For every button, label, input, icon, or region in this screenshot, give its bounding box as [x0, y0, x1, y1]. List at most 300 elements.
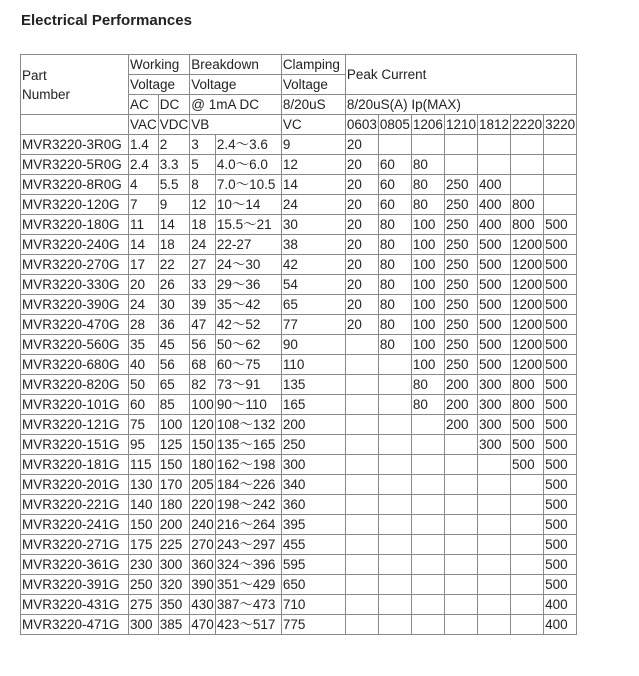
part-number-cell: MVR3220-8R0G — [21, 175, 129, 195]
vac-cell: 14 — [129, 235, 159, 255]
vdc-cell: 5.5 — [158, 175, 190, 195]
ip-1206-cell: 80 — [411, 155, 444, 175]
ip-1210-cell: 250 — [444, 315, 477, 335]
vb-range-cell: 22-27 — [215, 235, 281, 255]
vac-header: VAC — [129, 115, 159, 135]
vb-cell: 120 — [190, 415, 216, 435]
vc-cell: 250 — [281, 435, 345, 455]
table-row — [21, 255, 577, 275]
ip-0805-cell — [378, 455, 411, 475]
vdc-cell: 26 — [158, 275, 190, 295]
part-number-cell: MVR3220-471G — [21, 615, 129, 635]
vdc-cell: 180 — [158, 495, 190, 515]
ip-1812-cell: 300 — [478, 435, 511, 455]
vc-cell: 65 — [281, 295, 345, 315]
ip-1812-cell: 500 — [478, 275, 511, 295]
ip-3220-cell — [544, 155, 577, 175]
ip-2220-cell: 1200 — [511, 255, 544, 275]
vb-cell: 150 — [190, 435, 216, 455]
vc-cell: 77 — [281, 315, 345, 335]
vac-cell: 95 — [129, 435, 159, 455]
ip-1206-cell — [411, 435, 444, 455]
ip-2220-cell — [511, 535, 544, 555]
vb-range-cell: 108～132 — [215, 415, 281, 435]
table-row — [21, 195, 577, 215]
vac-cell: 230 — [129, 555, 159, 575]
ip-1206-cell: 100 — [411, 215, 444, 235]
ip-0603-cell: 20 — [345, 215, 378, 235]
ip-3220-cell: 500 — [544, 495, 577, 515]
ip-1812-cell — [478, 615, 511, 635]
vb-range-cell: 50～62 — [215, 335, 281, 355]
table-row — [21, 215, 577, 235]
ip-1812-cell: 400 — [478, 215, 511, 235]
ip-0805-cell — [378, 535, 411, 555]
vb-cell: 100 — [190, 395, 216, 415]
vc-cell: 135 — [281, 375, 345, 395]
vdc-cell: 150 — [158, 455, 190, 475]
vb-header: VB — [190, 115, 282, 135]
ip-1812-cell: 400 — [478, 195, 511, 215]
ip-2220-cell — [511, 475, 544, 495]
vac-cell: 60 — [129, 395, 159, 415]
ip-3220-cell: 500 — [544, 275, 577, 295]
ip-1206-cell: 80 — [411, 195, 444, 215]
vb-range-cell: 216～264 — [215, 515, 281, 535]
ip-1206-cell: 80 — [411, 375, 444, 395]
vdc-cell: 200 — [158, 515, 190, 535]
ip-0805-cell: 80 — [378, 215, 411, 235]
ip-0805-cell — [378, 475, 411, 495]
table-row — [21, 135, 577, 155]
ip-0805-cell — [378, 415, 411, 435]
vc-cell: 30 — [281, 215, 345, 235]
breakdown-header: Breakdown — [190, 55, 282, 75]
vdc-cell: 385 — [158, 615, 190, 635]
ip-3220-cell: 500 — [544, 415, 577, 435]
ip-1812-cell — [478, 535, 511, 555]
ip-0805-cell — [378, 355, 411, 375]
vb-cell: 5 — [190, 155, 216, 175]
vc-header: VC — [281, 115, 345, 135]
ip-0805-cell: 80 — [378, 255, 411, 275]
ip-0603-cell — [345, 475, 378, 495]
ip-1206-cell — [411, 595, 444, 615]
at-1ma-dc-header: @ 1mA DC — [190, 95, 282, 115]
ip-0603-cell: 20 — [345, 315, 378, 335]
ip-1812-cell — [478, 575, 511, 595]
ip-1206-cell — [411, 615, 444, 635]
vac-cell: 300 — [129, 615, 159, 635]
table-row — [21, 275, 577, 295]
ip-0805-cell — [378, 135, 411, 155]
ip-1206-cell: 100 — [411, 275, 444, 295]
ip-1206-cell: 100 — [411, 295, 444, 315]
ip-0805-cell — [378, 555, 411, 575]
size-header-1812: 1812 — [478, 115, 511, 135]
ip-1206-cell: 100 — [411, 255, 444, 275]
table-row — [21, 615, 577, 635]
part-number-cell: MVR3220-3R0G — [21, 135, 129, 155]
ip-0603-cell: 20 — [345, 235, 378, 255]
table-row — [21, 175, 577, 195]
part-number-cell: MVR3220-180G — [21, 215, 129, 235]
ip-1812-cell: 500 — [478, 235, 511, 255]
vac-cell: 250 — [129, 575, 159, 595]
table-row — [21, 575, 577, 595]
vc-cell: 595 — [281, 555, 345, 575]
vb-range-cell: 351～429 — [215, 575, 281, 595]
vdc-cell: 300 — [158, 555, 190, 575]
table-row — [21, 155, 577, 175]
ip-2220-cell — [511, 515, 544, 535]
ip-1206-cell — [411, 575, 444, 595]
table-row — [21, 415, 577, 435]
ip-0805-cell — [378, 435, 411, 455]
ip-1210-cell — [444, 135, 477, 155]
table-row — [21, 395, 577, 415]
ip-3220-cell: 500 — [544, 255, 577, 275]
ip-2220-cell — [511, 595, 544, 615]
part-number-cell: MVR3220-820G — [21, 375, 129, 395]
size-header-3220: 3220 — [544, 115, 577, 135]
ip-2220-cell: 1200 — [511, 335, 544, 355]
ip-0603-cell — [345, 375, 378, 395]
ip-0603-cell — [345, 515, 378, 535]
ip-1210-cell — [444, 555, 477, 575]
ip-1210-cell — [444, 155, 477, 175]
ip-0805-cell: 80 — [378, 335, 411, 355]
part-number-cell: MVR3220-271G — [21, 535, 129, 555]
vb-cell: 470 — [190, 615, 216, 635]
ip-0805-cell: 80 — [378, 235, 411, 255]
ip-0603-cell — [345, 435, 378, 455]
table-row — [21, 535, 577, 555]
size-header-0603: 0603 — [345, 115, 378, 135]
ip-1812-cell: 300 — [478, 375, 511, 395]
vdc-cell: 350 — [158, 595, 190, 615]
part-number-cell: MVR3220-201G — [21, 475, 129, 495]
ip-0805-cell — [378, 615, 411, 635]
ip-3220-cell — [544, 195, 577, 215]
vac-cell: 1.4 — [129, 135, 159, 155]
vdc-cell: 320 — [158, 575, 190, 595]
vb-cell: 56 — [190, 335, 216, 355]
part-number-header: Part Number — [21, 55, 129, 115]
vb-range-cell: 243～297 — [215, 535, 281, 555]
ip-3220-cell — [544, 135, 577, 155]
ac-header: AC — [129, 95, 159, 115]
ip-1206-cell — [411, 415, 444, 435]
table-row — [21, 595, 577, 615]
vb-range-cell: 60～75 — [215, 355, 281, 375]
ip-1206-cell — [411, 135, 444, 155]
vac-cell: 130 — [129, 475, 159, 495]
vdc-cell: 3.3 — [158, 155, 190, 175]
ip-3220-cell: 500 — [544, 575, 577, 595]
vdc-cell: 100 — [158, 415, 190, 435]
vdc-cell: 45 — [158, 335, 190, 355]
ip-1812-cell: 300 — [478, 395, 511, 415]
ip-0603-cell — [345, 415, 378, 435]
ip-1210-cell: 200 — [444, 375, 477, 395]
part-number-cell: MVR3220-221G — [21, 495, 129, 515]
vc-cell: 395 — [281, 515, 345, 535]
vb-cell: 240 — [190, 515, 216, 535]
vdc-cell: 125 — [158, 435, 190, 455]
part-number-cell: MVR3220-680G — [21, 355, 129, 375]
vc-cell: 165 — [281, 395, 345, 415]
ip-0805-cell — [378, 375, 411, 395]
size-header-1210: 1210 — [444, 115, 477, 135]
ip-1206-cell: 100 — [411, 335, 444, 355]
ip-1210-cell: 250 — [444, 215, 477, 235]
ip-2220-cell: 1200 — [511, 315, 544, 335]
ip-3220-cell: 500 — [544, 395, 577, 415]
vdc-cell: 56 — [158, 355, 190, 375]
ip-0603-cell — [345, 395, 378, 415]
vb-cell: 24 — [190, 235, 216, 255]
working-header: Working — [129, 55, 190, 75]
ip-2220-cell: 800 — [511, 215, 544, 235]
ip-1210-cell — [444, 495, 477, 515]
ip-3220-cell: 400 — [544, 615, 577, 635]
ip-0603-cell — [345, 615, 378, 635]
ip-0603-cell: 20 — [345, 135, 378, 155]
ip-0603-cell — [345, 335, 378, 355]
ip-3220-cell: 500 — [544, 235, 577, 255]
ip-0603-cell: 20 — [345, 295, 378, 315]
vc-cell: 38 — [281, 235, 345, 255]
ip-2220-cell: 1200 — [511, 295, 544, 315]
peak-current-header: Peak Current — [345, 55, 576, 95]
ip-0603-cell — [345, 595, 378, 615]
ip-0805-cell — [378, 515, 411, 535]
ip-2220-cell: 500 — [511, 415, 544, 435]
part-number-cell: MVR3220-101G — [21, 395, 129, 415]
table-row — [21, 235, 577, 255]
ip-0603-cell — [345, 455, 378, 475]
vb-cell: 205 — [190, 475, 216, 495]
part-number-cell: MVR3220-121G — [21, 415, 129, 435]
ip-1812-cell — [478, 555, 511, 575]
ip-2220-cell — [511, 175, 544, 195]
ip-1210-cell — [444, 535, 477, 555]
ip-1210-cell — [444, 575, 477, 595]
ip-2220-cell: 500 — [511, 435, 544, 455]
vb-cell: 270 — [190, 535, 216, 555]
vb-range-cell: 2.4～3.6 — [215, 135, 281, 155]
working-voltage-header: Voltage — [129, 75, 190, 95]
part-number-cell: MVR3220-470G — [21, 315, 129, 335]
ip-1210-cell — [444, 595, 477, 615]
part-number-cell: MVR3220-181G — [21, 455, 129, 475]
ip-1812-cell — [478, 595, 511, 615]
part-number-cell: MVR3220-330G — [21, 275, 129, 295]
clamping-voltage-header: Voltage — [281, 75, 345, 95]
vb-range-cell: 324～396 — [215, 555, 281, 575]
vac-cell: 17 — [129, 255, 159, 275]
ip-1210-cell: 250 — [444, 355, 477, 375]
vc-cell: 14 — [281, 175, 345, 195]
ip-1210-cell: 250 — [444, 275, 477, 295]
vb-cell: 220 — [190, 495, 216, 515]
ip-2220-cell: 1200 — [511, 275, 544, 295]
vb-cell: 12 — [190, 195, 216, 215]
ip-3220-cell: 500 — [544, 315, 577, 335]
vb-cell: 390 — [190, 575, 216, 595]
vdc-cell: 22 — [158, 255, 190, 275]
ip-0603-cell: 20 — [345, 175, 378, 195]
ip-1812-cell — [478, 515, 511, 535]
ip-3220-cell: 500 — [544, 375, 577, 395]
ip-2220-cell — [511, 495, 544, 515]
vdc-cell: 36 — [158, 315, 190, 335]
clamping-header: Clamping — [281, 55, 345, 75]
vb-cell: 8 — [190, 175, 216, 195]
part-number-cell: MVR3220-240G — [21, 235, 129, 255]
part-number-cell: MVR3220-560G — [21, 335, 129, 355]
ip-2220-cell: 1200 — [511, 235, 544, 255]
vb-cell: 47 — [190, 315, 216, 335]
ip-0805-cell — [378, 575, 411, 595]
vb-range-cell: 24～30 — [215, 255, 281, 275]
ip-1812-cell: 500 — [478, 355, 511, 375]
ip-1812-cell: 300 — [478, 415, 511, 435]
vac-cell: 28 — [129, 315, 159, 335]
ip-3220-cell: 500 — [544, 475, 577, 495]
vdc-cell: 9 — [158, 195, 190, 215]
electrical-performance-table — [20, 54, 577, 635]
dc-header: DC — [158, 95, 190, 115]
vdc-cell: 2 — [158, 135, 190, 155]
vb-cell: 68 — [190, 355, 216, 375]
vb-cell: 33 — [190, 275, 216, 295]
ip-2220-cell: 500 — [511, 455, 544, 475]
ip-3220-cell: 500 — [544, 355, 577, 375]
ip-3220-cell — [544, 175, 577, 195]
vac-cell: 24 — [129, 295, 159, 315]
vac-cell: 140 — [129, 495, 159, 515]
vb-range-cell: 35～42 — [215, 295, 281, 315]
vb-range-cell: 423～517 — [215, 615, 281, 635]
ip-0603-cell: 20 — [345, 255, 378, 275]
ip-1812-cell — [478, 475, 511, 495]
vc-cell: 12 — [281, 155, 345, 175]
table-row — [21, 375, 577, 395]
ip-2220-cell: 800 — [511, 395, 544, 415]
pulse-unit-header: 8/20uS(A) Ip(MAX) — [345, 95, 576, 115]
vb-cell: 180 — [190, 455, 216, 475]
ip-1210-cell: 250 — [444, 295, 477, 315]
breakdown-voltage-header: Voltage — [190, 75, 282, 95]
vc-cell: 775 — [281, 615, 345, 635]
vb-range-cell: 387～473 — [215, 595, 281, 615]
vc-cell: 110 — [281, 355, 345, 375]
ip-1206-cell — [411, 455, 444, 475]
vac-cell: 20 — [129, 275, 159, 295]
ip-1210-cell: 200 — [444, 415, 477, 435]
size-header-0805: 0805 — [378, 115, 411, 135]
vc-cell: 42 — [281, 255, 345, 275]
vb-cell: 3 — [190, 135, 216, 155]
part-number-cell: MVR3220-270G — [21, 255, 129, 275]
part-number-cell: MVR3220-5R0G — [21, 155, 129, 175]
ip-3220-cell: 500 — [544, 555, 577, 575]
vb-cell: 39 — [190, 295, 216, 315]
vac-cell: 275 — [129, 595, 159, 615]
ip-1812-cell — [478, 155, 511, 175]
vc-cell: 340 — [281, 475, 345, 495]
vac-cell: 11 — [129, 215, 159, 235]
vb-cell: 18 — [190, 215, 216, 235]
table-row — [21, 515, 577, 535]
table-row — [21, 455, 577, 475]
ip-1206-cell — [411, 495, 444, 515]
table-row — [21, 295, 577, 315]
vac-cell: 115 — [129, 455, 159, 475]
size-header-1206: 1206 — [411, 115, 444, 135]
ip-0603-cell — [345, 355, 378, 375]
vb-range-cell: 10～14 — [215, 195, 281, 215]
vc-cell: 9 — [281, 135, 345, 155]
ip-2220-cell — [511, 575, 544, 595]
table-row — [21, 475, 577, 495]
vdc-cell: 85 — [158, 395, 190, 415]
vdc-cell: 225 — [158, 535, 190, 555]
vb-range-cell: 42～52 — [215, 315, 281, 335]
vb-range-cell: 7.0～10.5 — [215, 175, 281, 195]
vdc-header: VDC — [158, 115, 190, 135]
ip-1206-cell: 80 — [411, 395, 444, 415]
vdc-cell: 14 — [158, 215, 190, 235]
ip-0805-cell: 60 — [378, 155, 411, 175]
vac-cell: 150 — [129, 515, 159, 535]
vb-range-cell: 29～36 — [215, 275, 281, 295]
ip-0805-cell — [378, 495, 411, 515]
vdc-cell: 30 — [158, 295, 190, 315]
ip-0603-cell — [345, 555, 378, 575]
ip-1812-cell: 500 — [478, 315, 511, 335]
ip-0805-cell: 60 — [378, 195, 411, 215]
vb-range-cell: 73～91 — [215, 375, 281, 395]
vc-cell: 54 — [281, 275, 345, 295]
vc-cell: 710 — [281, 595, 345, 615]
part-number-cell: MVR3220-390G — [21, 295, 129, 315]
ip-1210-cell: 250 — [444, 175, 477, 195]
vac-cell: 35 — [129, 335, 159, 355]
header-row-1 — [21, 55, 577, 75]
vac-cell: 2.4 — [129, 155, 159, 175]
ip-0805-cell — [378, 595, 411, 615]
vdc-cell: 170 — [158, 475, 190, 495]
ip-1812-cell — [478, 495, 511, 515]
ip-0603-cell: 20 — [345, 275, 378, 295]
ip-3220-cell: 400 — [544, 595, 577, 615]
ip-2220-cell: 800 — [511, 195, 544, 215]
vb-range-cell: 198～242 — [215, 495, 281, 515]
vc-cell: 200 — [281, 415, 345, 435]
table-row — [21, 315, 577, 335]
vac-cell: 175 — [129, 535, 159, 555]
vc-cell: 360 — [281, 495, 345, 515]
ip-1210-cell: 200 — [444, 395, 477, 415]
ip-2220-cell — [511, 155, 544, 175]
ip-0603-cell: 20 — [345, 195, 378, 215]
ip-1206-cell — [411, 475, 444, 495]
ip-0603-cell: 20 — [345, 155, 378, 175]
ip-1812-cell — [478, 135, 511, 155]
